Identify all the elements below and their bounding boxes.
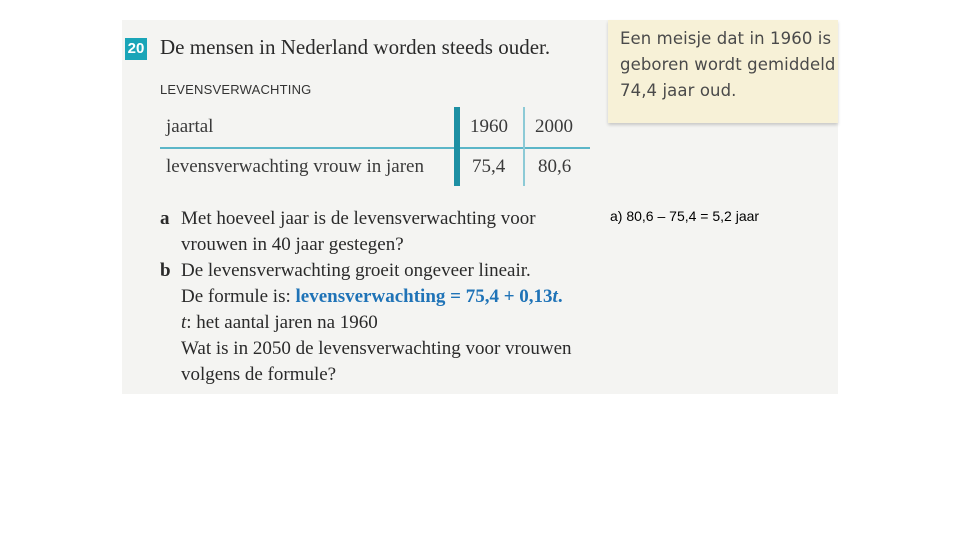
- table-header-year-label: jaartal: [166, 116, 214, 137]
- hint-note-card: [608, 20, 838, 123]
- table-value-1960: 75,4: [472, 156, 506, 177]
- table-header-1960: 1960: [470, 116, 508, 137]
- note-line-2: geboren wordt gemiddeld: [620, 55, 836, 74]
- question-b-formula-line: [181, 286, 563, 308]
- formula-suffix: .: [557, 286, 563, 307]
- formula-variable: t: [552, 286, 558, 307]
- table-divider-thin: [523, 107, 525, 186]
- t-variable: t: [181, 312, 187, 333]
- table-divider-horizontal: [160, 147, 590, 149]
- answer-a: a) 80,6 – 75,4 = 5,2 jaar: [610, 208, 760, 224]
- note-line-3: 74,4 jaar oud.: [620, 81, 737, 100]
- question-b-label: b: [160, 260, 171, 281]
- table-header-2000: 2000: [535, 116, 573, 137]
- question-b-t-definition: [181, 312, 378, 334]
- table-value-2000: 80,6: [538, 156, 572, 177]
- question-b-line-4: Wat is in 2050 de levensverwachting voor vrouwen: [181, 338, 572, 359]
- life-expectancy-table: [158, 107, 590, 186]
- table-row-label: levensverwachting vrouw in jaren: [166, 156, 424, 177]
- question-a-label: a: [160, 208, 170, 229]
- question-b-line-1: De levensverwachting groeit ongeveer lineair.: [181, 260, 531, 281]
- table-divider-thick: [454, 107, 460, 186]
- question-a-line-1: Met hoeveel jaar is de levensverwachting voor: [181, 208, 536, 229]
- exercise-number-badge: 20: [125, 38, 147, 60]
- question-a-line-2: vrouwen in 40 jaar gestegen?: [181, 234, 404, 255]
- formula-prefix: De formule is:: [181, 286, 296, 307]
- formula: [296, 286, 563, 307]
- formula-expression: levensverwachting = 75,4 + 0,13: [295, 286, 553, 307]
- t-description: : het aantal jaren na 1960: [186, 312, 378, 333]
- table-caption: LEVENSVERWACHTING: [160, 82, 312, 97]
- question-b-line-5: volgens de formule?: [181, 364, 337, 385]
- exercise-title: De mensen in Nederland worden steeds ouder.: [160, 35, 551, 59]
- note-line-1: Een meisje dat in 1960 is: [620, 29, 832, 48]
